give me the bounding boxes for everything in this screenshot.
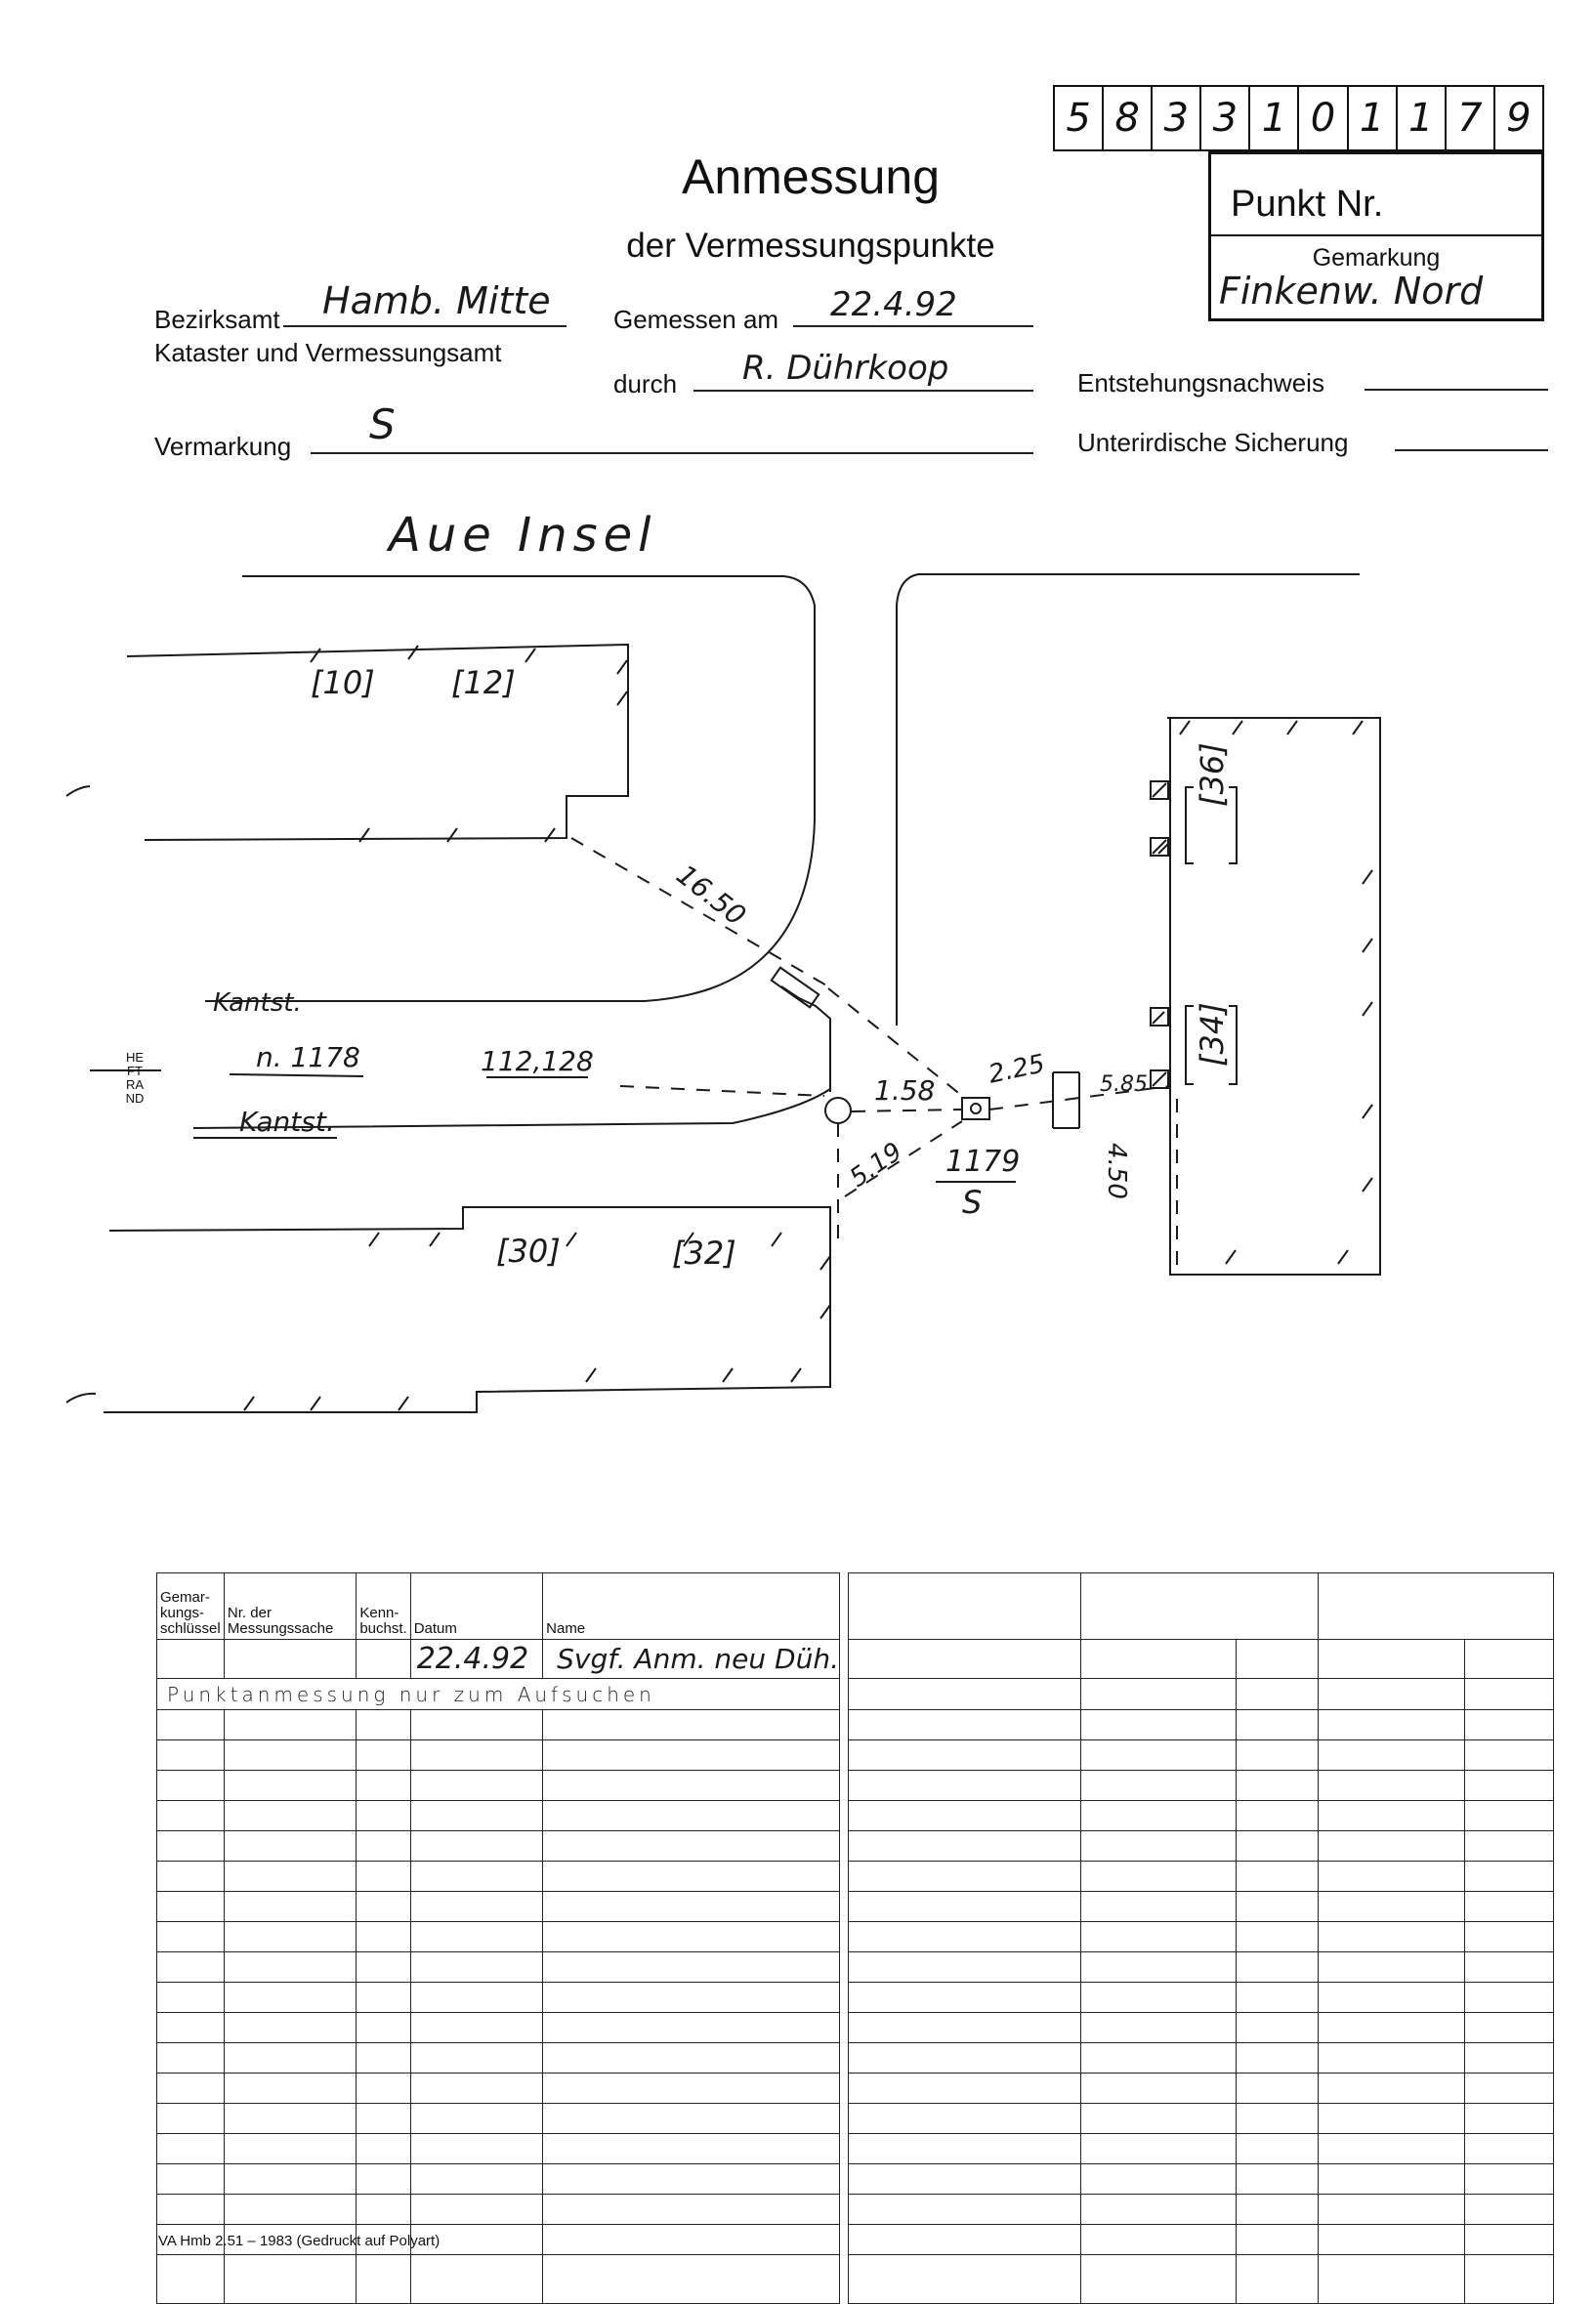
street-name: Aue Insel [389, 508, 657, 563]
empty-table [848, 1572, 1554, 2304]
digit: 1 [1250, 87, 1299, 149]
distance-label: 2.25 [986, 1049, 1048, 1090]
distance-label: 16.50 [670, 858, 752, 933]
digit: 7 [1447, 87, 1495, 149]
house-number: [32] [672, 1235, 736, 1272]
digit: 3 [1153, 87, 1201, 149]
digit: 1 [1398, 87, 1447, 149]
house-number: [12] [451, 664, 516, 701]
house-number: [34] [1194, 1002, 1231, 1067]
gemessen-value: 22.4.92 [830, 285, 957, 324]
heftrand-label: HEFTRAND [125, 1050, 145, 1106]
digit: 5 [1055, 87, 1104, 149]
durch-value: R. Dührkoop [742, 349, 949, 388]
bezirksamt-label: Bezirksamt [154, 305, 280, 334]
reference-label: n. 1178 [256, 1041, 360, 1073]
kantst-label: Kantst. [239, 1106, 335, 1138]
punkt-label: Punkt Nr. [1231, 184, 1384, 225]
point-mark-label: S [962, 1184, 983, 1221]
digit: 1 [1349, 87, 1398, 149]
kantst-label: Kantst. [213, 988, 302, 1018]
header-kennbuchst: Kenn-buchst. [357, 1573, 410, 1640]
digit: 3 [1201, 87, 1250, 149]
digit: 9 [1506, 96, 1532, 141]
row-name: Svgf. Anm. neu Düh. [543, 1640, 840, 1679]
house-number: [10] [311, 664, 375, 701]
bezirksamt-value: Hamb. Mitte [322, 279, 551, 322]
kataster-label: Kataster und Vermessungsamt [154, 338, 502, 367]
entstehung-label: Entstehungsnachweis [1077, 368, 1324, 398]
distance-label: 1.58 [874, 1074, 936, 1107]
gemessen-label: Gemessen am [613, 305, 779, 334]
records-table [156, 1572, 840, 2304]
form-footer: VA Hmb 2.51 – 1983 (Gedruckt auf Polyart) [158, 2233, 441, 2249]
header-name: Name [543, 1573, 840, 1640]
vermarkung-value: S [369, 400, 396, 448]
row-datum: 22.4.92 [410, 1640, 542, 1679]
distance-label: 4.50 [1102, 1143, 1131, 1199]
header-gemarkung: Gemar-kungs-schlüssel [157, 1573, 225, 1640]
point-number-label: 1179 [945, 1145, 1021, 1179]
durch-label: durch [613, 369, 678, 398]
vermarkung-label: Vermarkung [154, 432, 292, 461]
digit: 0 [1299, 87, 1348, 149]
reference-value: 112,128 [481, 1045, 594, 1077]
gemarkung-label: Gemarkung [1312, 244, 1441, 272]
gemarkung-value: Finkenw. Nord [1219, 270, 1484, 313]
page-subtitle: der Vermessungspunkte [626, 227, 995, 265]
header-datum: Datum [410, 1573, 542, 1640]
distance-label: 5.85 [1100, 1072, 1148, 1097]
page-title: Anmessung [681, 149, 941, 204]
distance-label: 5.19 [844, 1137, 908, 1194]
row-note: Punktanmessung nur zum Aufsuchen [157, 1679, 840, 1710]
digit: 8 [1104, 87, 1153, 149]
house-number: [36] [1194, 742, 1231, 807]
unterirdisch-label: Unterirdische Sicherung [1077, 428, 1349, 457]
header-messungssache: Nr. der Messungssache [224, 1573, 356, 1640]
house-number: [30] [496, 1233, 561, 1270]
